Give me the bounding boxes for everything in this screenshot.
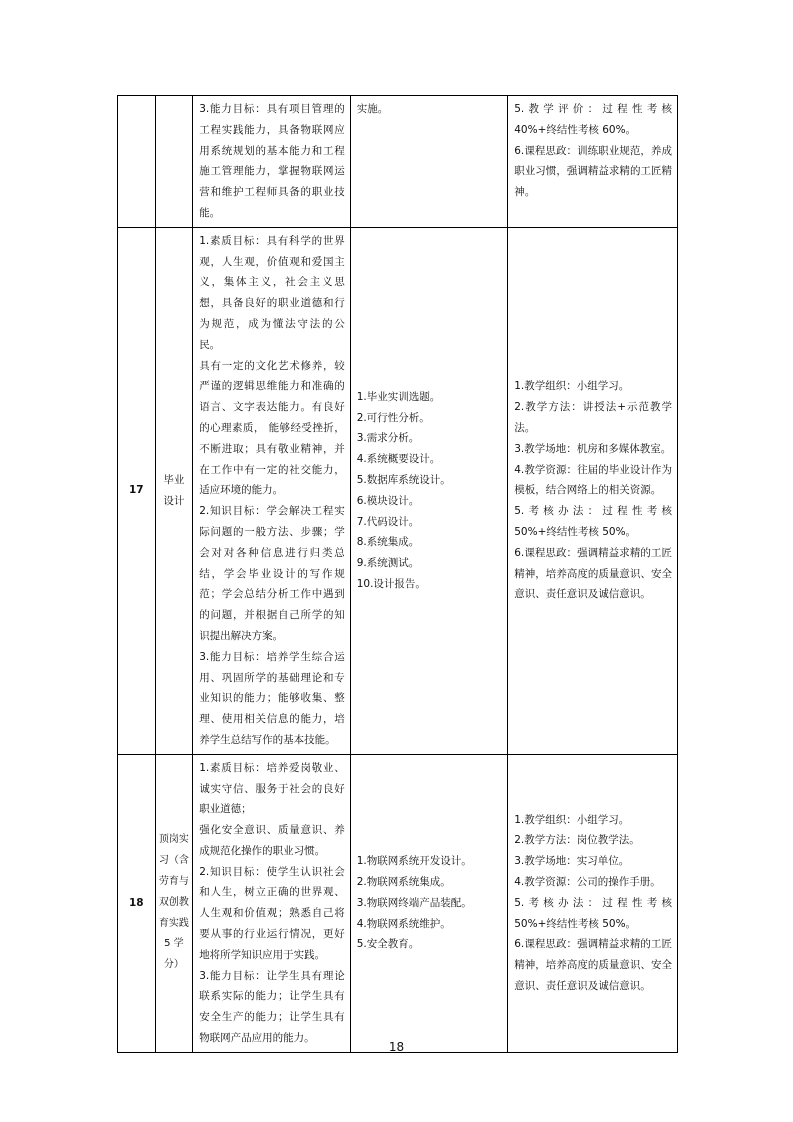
content-item: 8.系统集成。 [356, 536, 420, 549]
course-table [117, 95, 678, 1053]
goal-paragraph: 2.知识目标：使学生认识社会和人生，树立正确的世界观、人生观和价值观；熟悉自己将要从事的行业运行情况，更好地将所学知识应用于实践。 [199, 865, 345, 961]
goal-paragraph: 3.能力目标：让学生具有理论联系实际的能力；让学生具有安全生产的能力；让学生具有物联网产品应用的能力。 [199, 969, 345, 1045]
goal-paragraph: 3.能力目标：具有项目管理的工程实践能力，具备物联网应用系统规划的基本能力和工程施工管理能力，掌握物联网运营和维护工程师具备的职业技能。 [199, 103, 345, 219]
goal-paragraph: 1.素质目标：培养爱岗敬业、诚实守信、服务于社会的良好职业道德； [199, 761, 345, 816]
content-item: 3.物联网终端产品装配。 [356, 896, 472, 909]
content-item: 3.需求分析。 [356, 432, 420, 445]
content-item: 10.设计报告。 [356, 577, 426, 590]
content-cell [350, 227, 508, 754]
course-name-cell [155, 754, 193, 1052]
method-item: 2.教学方法：岗位教学法。 [514, 834, 640, 847]
goals-cell [193, 96, 351, 228]
content-item: 6.模块设计。 [356, 494, 420, 507]
method-item: 5.教学评价：过程性考核 40%+终结性考核 60%。 [514, 103, 672, 136]
content-item: 5.安全教育。 [356, 938, 420, 951]
course-name: 毕业设计 [163, 473, 185, 507]
content-item: 2.可行性分析。 [356, 411, 430, 424]
method-item: 3.教学场地：机房和多媒体教室。 [514, 442, 672, 455]
goal-paragraph: 强化安全意识、质量意识、养成规范化操作的职业习惯。 [199, 824, 345, 857]
table-row [118, 96, 678, 228]
methods-cell [508, 96, 678, 228]
method-item: 4.教学资源：往届的毕业设计作为模板，结合网络上的相关资源。 [514, 463, 672, 497]
content-item: 1.物联网系统开发设计。 [356, 855, 472, 868]
method-item: 3.教学场地：实习单位。 [514, 855, 630, 868]
content-item: 7.代码设计。 [356, 515, 420, 528]
row-number-cell: 18 [118, 754, 156, 1052]
method-item: 5.考核办法：过程性考核 50%+终结性考核 50%。 [514, 896, 672, 930]
table-row [118, 227, 678, 754]
content-cell [350, 96, 508, 228]
goal-paragraph: 1.素质目标：具有科学的世界观，人生观，价值观和爱国主义，集体主义，社会主义思想，具备良好的职业道德和行为规范，成为懂法守法的公民。 [199, 234, 345, 351]
content-item: 9.系统测试。 [356, 557, 420, 570]
content-cell [350, 754, 508, 1052]
method-item: 6.课程思政：训练职业规范，养成职业习惯，强调精益求精的工匠精神。 [514, 144, 672, 199]
course-name-cell [155, 96, 193, 228]
method-item: 6.课程思政：强调精益求精的工匠精神，培养高度的质量意识、安全意识、责任意识及诚信意识。 [514, 546, 672, 601]
goal-paragraph: 2.知识目标：学会解决工程实际问题的一般方法、步骤；学会对对各种信息进行归类总结，学会毕业设计的写作规范；学会总结分析工作中遇到的问题，并根据自己所学的知识提出解决方案。 [199, 505, 345, 642]
method-item: 1.教学组织：小组学习。 [514, 813, 630, 826]
content-item: 5.数据库系统设计。 [356, 473, 451, 486]
goal-paragraph: 3.能力目标：培养学生综合运用、巩固所学的基础理论和专业知识的能力；能够收集、整理、使用相关信息的能力，培养学生总结写作的基本技能。 [199, 650, 345, 746]
methods-cell [508, 754, 678, 1052]
methods-cell [508, 227, 678, 754]
content-item: 4.系统概要设计。 [356, 453, 441, 466]
course-name: 顶岗实习（含劳育与双创教育实践 5 学分） [158, 834, 189, 971]
course-name-cell [155, 227, 193, 754]
content-item: 2.物联网系统集成。 [356, 876, 451, 889]
content-item: 4.物联网系统维护。 [356, 917, 451, 930]
method-item: 2.教学方法：讲授法+示范教学法。 [514, 401, 672, 434]
method-item: 1.教学组织：小组学习。 [514, 380, 630, 393]
row-number-cell: 17 [118, 227, 156, 754]
row-number-cell [118, 96, 156, 228]
method-item: 4.教学资源：公司的操作手册。 [514, 876, 661, 889]
table-row [118, 754, 678, 1052]
goals-cell [193, 227, 351, 754]
content-item: 实施。 [356, 103, 389, 115]
page-number: 18 [388, 1040, 405, 1054]
method-item: 6.课程思政：强调精益求精的工匠精神，培养高度的质量意识、安全意识、责任意识及诚信意识。 [514, 938, 672, 993]
goal-paragraph: 具有一定的文化艺术修养，较严谨的逻辑思维能力和准确的语言、文字表达能力。有良好的心理素质， 能够经受挫折，不断进取；具有敬业精神，并在工作中有一定的社交能力，适应环境的能力。 [199, 359, 345, 497]
method-item: 5.考核办法：过程性考核 50%+终结性考核 50%。 [514, 505, 672, 538]
content-item: 1.毕业实训选题。 [356, 390, 441, 403]
goals-cell [193, 754, 351, 1052]
